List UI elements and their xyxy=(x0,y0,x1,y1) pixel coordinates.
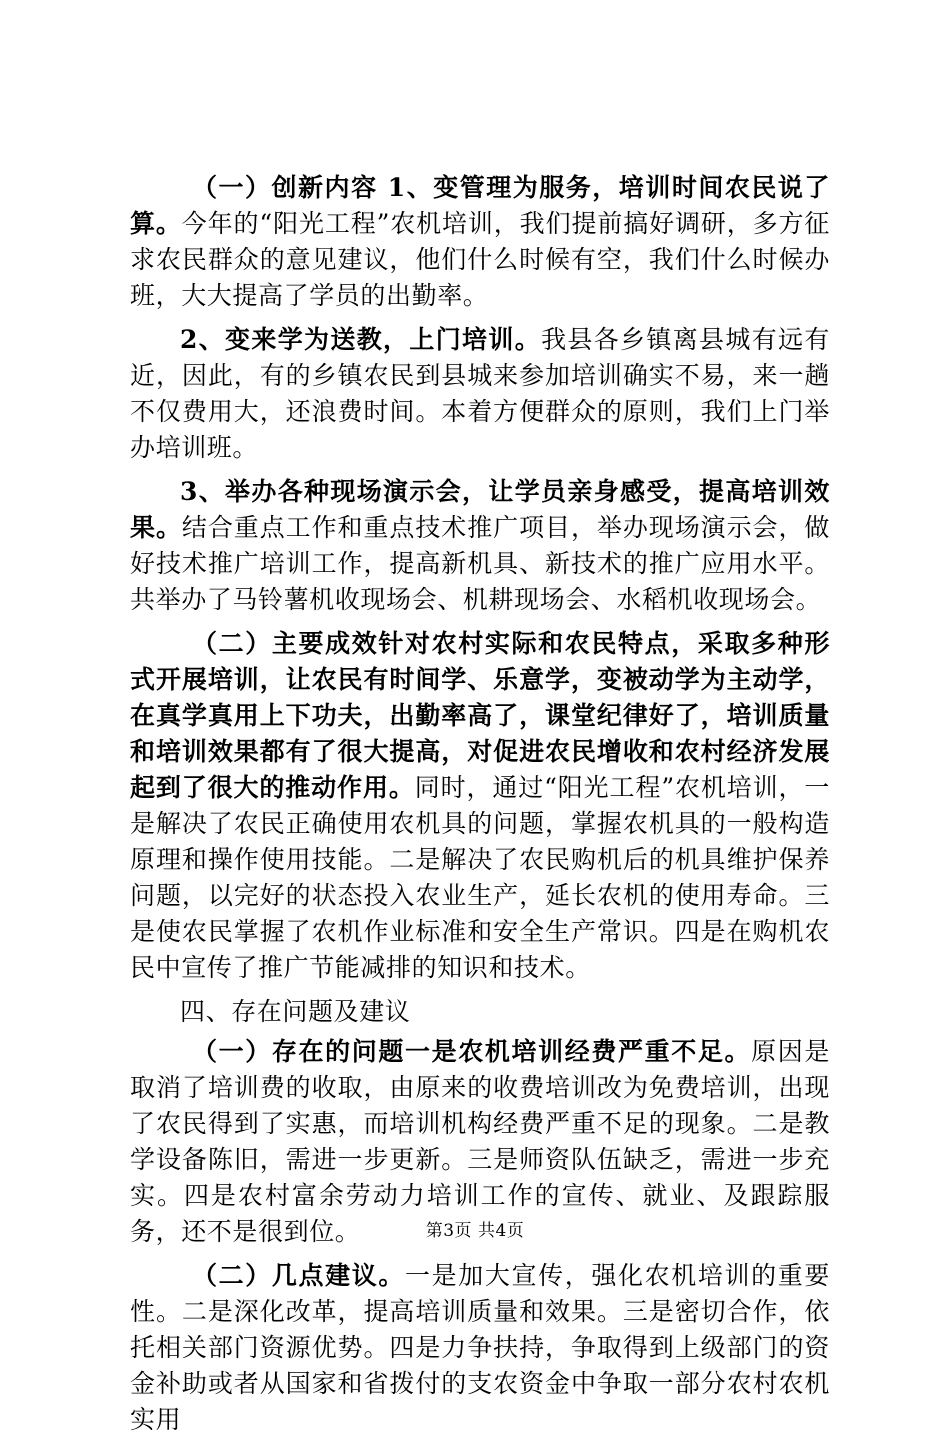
paragraph-suggestions xyxy=(130,1258,830,1438)
page-number-label: 第3页 共4页 xyxy=(425,1221,525,1241)
paragraph-text: 今年的“阳光工程”农机培训，我们提前搞好调研，多方征求农民群众的意见建议，他们什么时候有空，我们什么时候办班，大大提高了学员的出勤率。 xyxy=(130,209,830,310)
page-footer xyxy=(0,1216,950,1241)
paragraph-lead: （一）存在的问题一是农机培训经费严重不足。 xyxy=(192,1037,752,1066)
paragraph-text: 我县各乡镇离县城有远有近，因此，有的乡镇农民到县城来参加培训确实不易，来一趟不仅费用大，还浪费时间。本着方便群众的原则，我们上门举办培训班。 xyxy=(130,325,830,462)
document-body xyxy=(130,170,830,1446)
paragraph-door-to-door-training xyxy=(130,322,830,466)
paragraph-text: 结合重点工作和重点技术推广项目，举办现场演示会，做好技术推广培训工作，提高新机具、新技术的推广应用水平。共举办了马铃薯机收现场会、机耕现场会、水稻机收现场会。 xyxy=(130,513,830,614)
paragraph-lead: （一）创新内容 1、变管理为服务，培训时间农民说了算。 xyxy=(130,173,830,238)
paragraph-innovation-service xyxy=(130,170,830,314)
paragraph-lead: 2、变来学为送教，上门培训。 xyxy=(180,325,542,354)
paragraph-text: 原因是取消了培训费的收取，由原来的收费培训改为免费培训，出现了农民得到了实惠，而培训机构经费严重不足的现象。二是教学设备陈旧，需进一步更新。三是师资队伍缺乏，需进一步充实。四是农村富余劳动力培训工作的宣传、就业、及跟踪服务，还不是很到位。 xyxy=(130,1037,830,1246)
section-heading-text: 四、存在问题及建议 xyxy=(180,997,411,1026)
paragraph-text: 一是加大宣传，强化农机培训的重要性。二是深化改革，提高培训质量和效果。三是密切合作，依托相关部门资源优势。四是力争扶持，争取得到上级部门的资金补助或者从国家和省拨付的支农资金中争取一部分农村农机实用 xyxy=(130,1261,830,1434)
paragraph-lead: 3、举办各种现场演示会，让学员亲身感受，提高培训效果。 xyxy=(130,477,830,542)
paragraph-lead: （二）主要成效针对农村实际和农民特点，采取多种形式开展培训，让农民有时间学、乐意学，变被动学为主动学，在真学真用上下功夫，出勤率高了，课堂纪律好了，培训质量和培训效果都有了很大提高，对促进农民增收和农村经济发展起到了很大的推动作用。 xyxy=(130,629,830,802)
paragraph-lead: （二）几点建议。 xyxy=(192,1261,406,1290)
paragraph-main-results xyxy=(130,626,830,986)
paragraph-text: 同时，通过“阳光工程”农机培训，一是解决了农民正确使用农机具的问题，掌握农机具的一般构造原理和操作使用技能。二是解决了农民购机后的机具维护保养问题，以完好的状态投入农业生产，延长农机的使用寿命。三是使农民掌握了农机作业标准和安全生产常识。四是在购机农民中宣传了推广节能减排的知识和技术。 xyxy=(130,773,831,982)
section-heading-problems-suggestions xyxy=(130,994,830,1030)
paragraph-demonstrations xyxy=(130,474,830,618)
